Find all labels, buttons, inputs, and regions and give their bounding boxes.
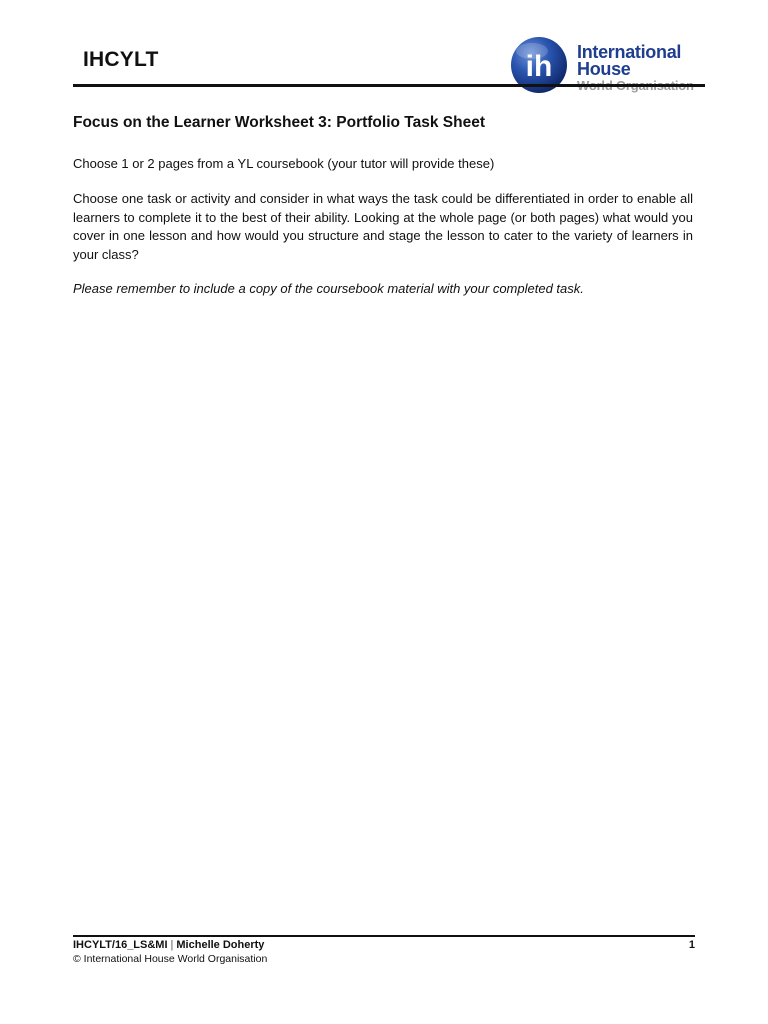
logo-line-international: International [577, 42, 682, 62]
logo-line-house: House [577, 59, 631, 79]
footer-course-code: IHCYLT/16_LS&MI [73, 939, 168, 951]
ih-badge-text: ih [525, 50, 553, 83]
header-divider [73, 84, 705, 87]
footer-copyright: © International House World Organisation [73, 953, 268, 965]
page-number: 1 [688, 939, 695, 951]
footer-author: Michelle Doherty [176, 939, 265, 951]
instruction-paragraph-2: Choose one task or activity and consider in what ways the task could be differentiated in order to enable all learners to complete it to the best of their ability. Looking at the whole page (or both pages) what would you cover in one lesson and how would you structure and stage the lesson to cater to the variety of learners in your class? [73, 191, 693, 262]
footer-info [73, 938, 695, 952]
document-title: Focus on the Learner Worksheet 3: Portfolio Task Sheet [73, 114, 485, 131]
reminder-paragraph: Please remember to include a copy of the coursebook material with your completed task. [73, 281, 584, 296]
instruction-paragraph-1: Choose 1 or 2 pages from a YL coursebook (your tutor will provide these) [73, 156, 495, 171]
footer-separator: | [170, 939, 174, 951]
header-title: IHCYLT [83, 48, 159, 71]
footer-divider [73, 935, 695, 937]
